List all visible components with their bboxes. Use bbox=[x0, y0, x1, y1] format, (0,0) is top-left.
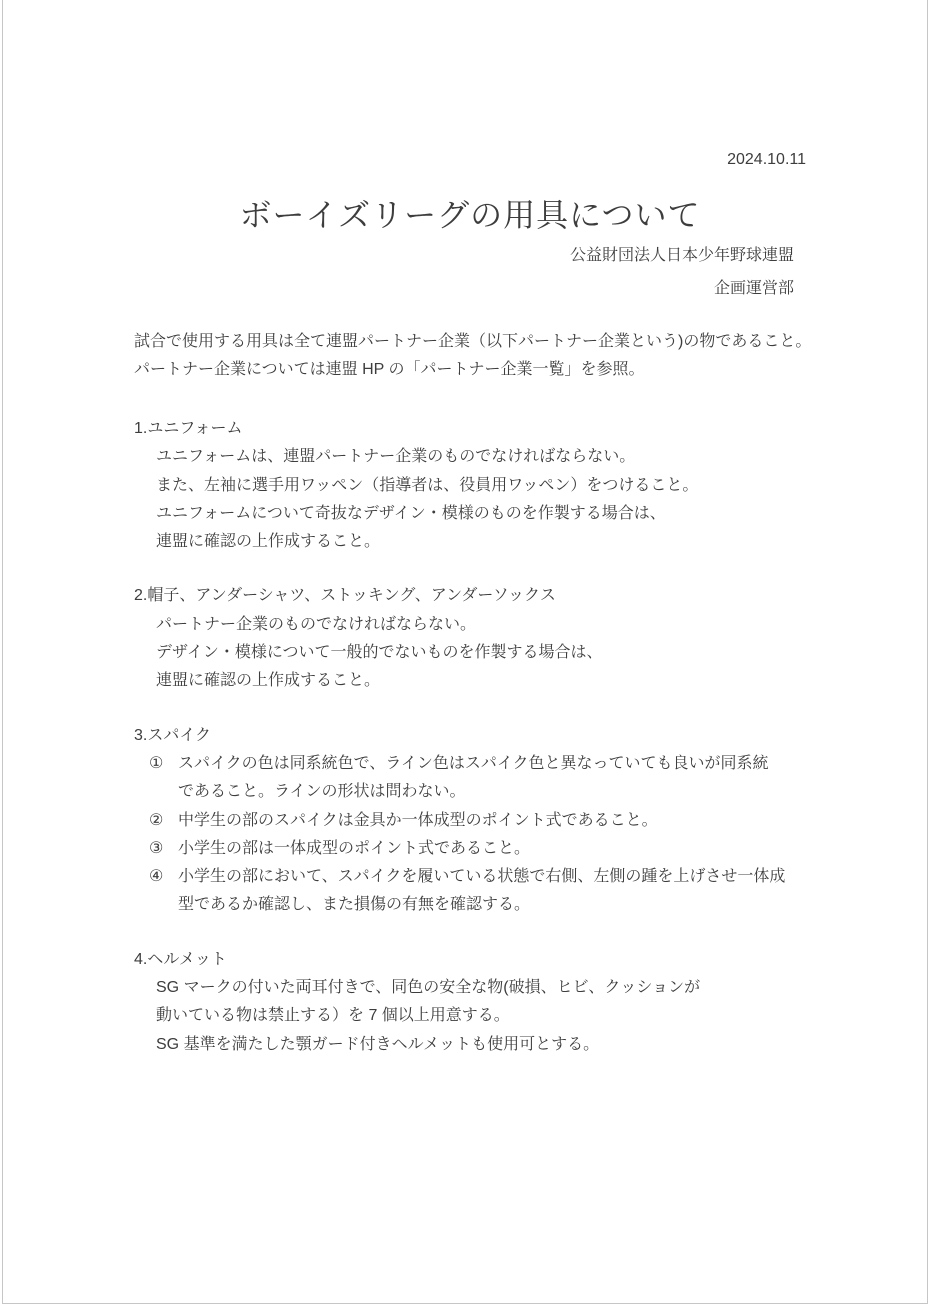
section-spikes bbox=[134, 722, 840, 920]
list-item-line: 小学生の部において、スパイクを履いている状態で右側、左側の踵を上げさせ一体成 bbox=[178, 868, 786, 886]
section-cap-undershirt bbox=[134, 582, 840, 695]
list-item-text bbox=[178, 807, 840, 835]
section-line: また、左袖に選手用ワッペン（指導者は、役員用ワッペン）をつけること。 bbox=[156, 476, 699, 494]
section-line: 動いている物は禁止する）を 7 個以上用意する。 bbox=[156, 1007, 510, 1025]
list-item-line: 中学生の部のスパイクは金具か一体成型のポイント式であること。 bbox=[178, 811, 658, 829]
list-item bbox=[149, 807, 840, 835]
section-helmet bbox=[134, 946, 840, 1059]
list-item-text bbox=[178, 750, 840, 807]
list-item-line: 型であるか確認し、また損傷の有無を確認する。 bbox=[178, 896, 531, 914]
intro-paragraph bbox=[134, 328, 834, 385]
list-item-number: ④ bbox=[149, 868, 164, 886]
department-name: 企画運営部 bbox=[713, 280, 794, 297]
list-item-number: ① bbox=[149, 754, 164, 772]
list-item bbox=[149, 835, 840, 863]
section-line: 連盟に確認の上作成すること。 bbox=[156, 533, 381, 551]
section-line: SG マークの付いた両耳付きで、同色の安全な物(破損、ヒビ、クッションが bbox=[156, 979, 701, 997]
list-item-line: 小学生の部は一体成型のポイント式であること。 bbox=[178, 839, 531, 857]
section-line: ユニフォームについて奇抜なデザイン・模様のものを作製する場合は、 bbox=[156, 504, 666, 522]
list-item bbox=[149, 863, 840, 920]
section-line: SG 基準を満たした顎ガード付きヘルメットも使用可とする。 bbox=[156, 1035, 600, 1053]
document-date: 2024.10.11 bbox=[727, 151, 806, 168]
intro-line: パートナー企業については連盟 HP の「パートナー企業一覧」を参照。 bbox=[134, 361, 645, 379]
section-line: パートナー企業のものでなければならない。 bbox=[156, 615, 477, 633]
section-heading: 2.帽子、アンダーシャツ、ストッキング、アンダーソックス bbox=[134, 587, 556, 605]
section-heading: 4.ヘルメット bbox=[134, 950, 227, 968]
section-heading: 3.スパイク bbox=[134, 726, 212, 744]
document-content bbox=[3, 0, 927, 1303]
section-line: ユニフォームは、連盟パートナー企業のものでなければならない。 bbox=[156, 448, 636, 466]
section-heading: 1.ユニフォーム bbox=[134, 420, 243, 437]
list-item-line: スパイクの色は同系統色で、ライン色はスパイク色と異なっていても良いが同系統 bbox=[178, 754, 769, 772]
list-item-line: であること。ラインの形状は問わない。 bbox=[178, 783, 466, 801]
intro-line: 試合で使用する用具は全て連盟パートナー企業（以下パートナー企業という)の物であること。 bbox=[134, 333, 812, 350]
section-line: 連盟に確認の上作成すること。 bbox=[156, 672, 381, 690]
list-item bbox=[149, 750, 840, 807]
organization-name: 公益財団法人日本少年野球連盟 bbox=[569, 247, 794, 264]
sections-container bbox=[134, 415, 840, 1059]
list-item-text bbox=[178, 863, 840, 920]
page-title: ボーイズリーグの用具について bbox=[239, 197, 701, 234]
section-uniform bbox=[134, 415, 840, 556]
list-item-number: ② bbox=[149, 811, 164, 829]
section-line: デザイン・模様について一般的でないものを作製する場合は、 bbox=[156, 644, 603, 662]
list-item-text bbox=[178, 835, 840, 863]
list-item-number: ③ bbox=[149, 839, 164, 857]
document-page bbox=[2, 0, 928, 1304]
